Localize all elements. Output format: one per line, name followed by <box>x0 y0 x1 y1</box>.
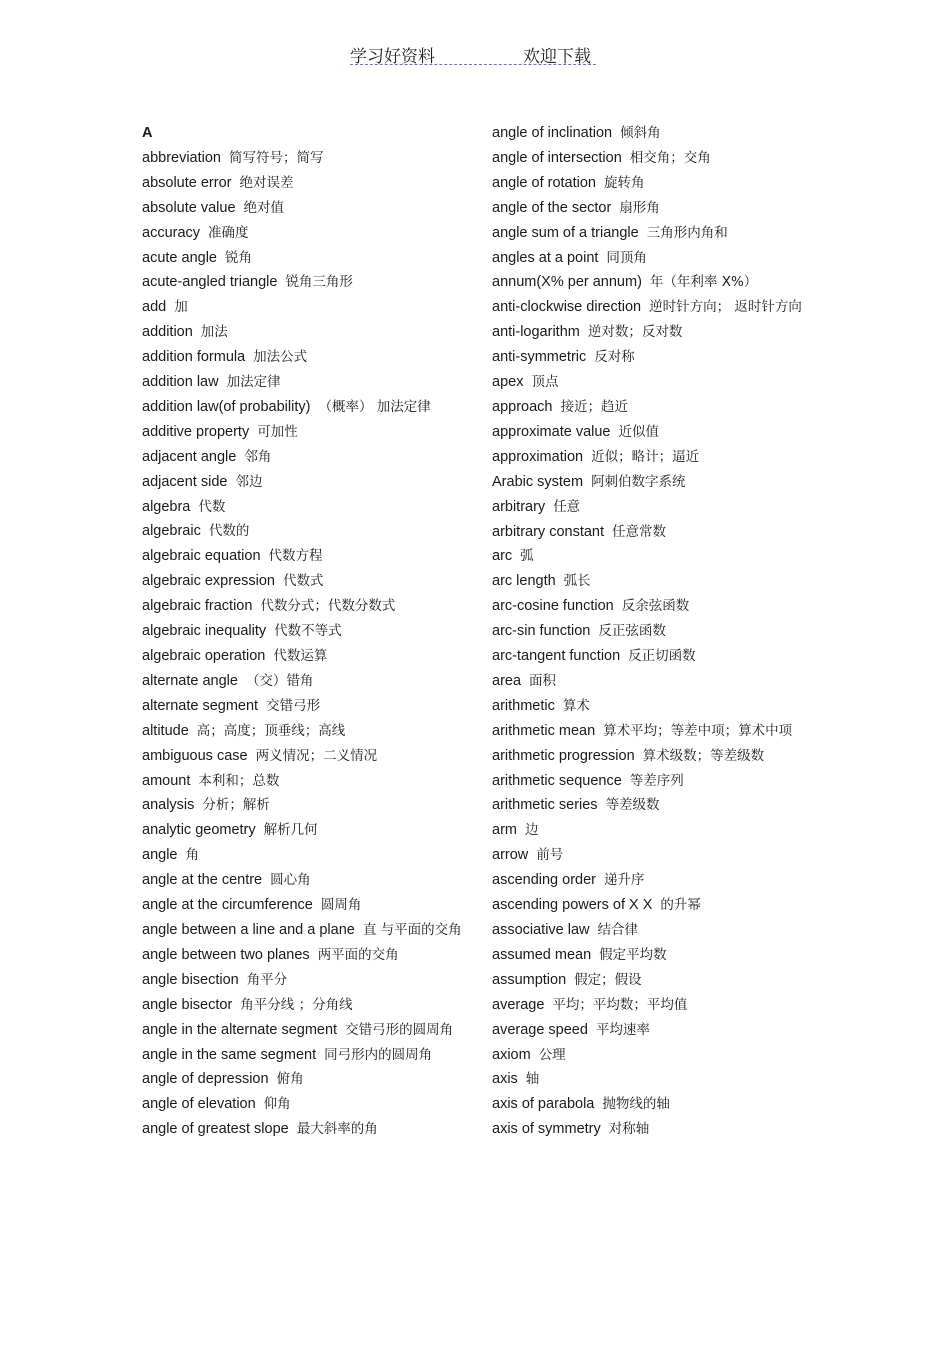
glossary-entry <box>142 843 462 868</box>
glossary-definition: 加法公式 <box>253 349 308 366</box>
glossary-entry <box>142 594 462 619</box>
glossary-entry <box>492 171 812 196</box>
glossary-definition: （交）错角 <box>245 672 314 689</box>
glossary-entry <box>492 968 812 993</box>
glossary-definition: 近似值 <box>618 423 659 440</box>
glossary-definition: 平均速率 <box>595 1021 650 1038</box>
glossary-entry <box>492 769 812 794</box>
glossary-term: arithmetic series <box>492 797 598 814</box>
glossary-definition: 算术平均；等差中项；算术中项 <box>603 722 793 739</box>
glossary-definition: 任意常数 <box>612 523 667 540</box>
glossary-term: ascending powers of X X <box>492 897 653 914</box>
glossary-definition: 接近；趋近 <box>560 398 628 415</box>
glossary-definition: 代数 <box>198 498 226 515</box>
glossary-entry <box>492 395 812 420</box>
glossary-entry <box>492 619 812 644</box>
glossary-entry <box>142 171 462 196</box>
glossary-entry <box>492 121 812 146</box>
glossary-entry <box>142 246 462 271</box>
glossary-definition: 同弓形内的圆周角 <box>324 1046 433 1063</box>
glossary-entry <box>492 320 812 345</box>
header-right-text: 欢迎下载 <box>523 47 591 67</box>
glossary-definition: 同顶角 <box>606 249 647 266</box>
glossary-definition: 递升序 <box>604 872 645 889</box>
glossary-entry <box>142 769 462 794</box>
glossary-term: angle of rotation <box>492 174 596 191</box>
glossary-definition: 对称轴 <box>608 1121 650 1138</box>
glossary-definition: 锐角三角形 <box>285 274 353 291</box>
glossary-entry <box>142 320 462 345</box>
glossary-term: arithmetic progression <box>492 747 635 764</box>
glossary-definition: 代数运算 <box>273 648 328 665</box>
glossary-entry <box>492 719 812 744</box>
glossary-term: accuracy <box>142 224 201 241</box>
section-letter: A <box>142 125 153 141</box>
glossary-term: anti-logarithm <box>492 324 580 341</box>
glossary-term: algebraic operation <box>142 648 266 665</box>
glossary-term: ascending order <box>492 872 596 889</box>
glossary-term: arc length <box>492 573 556 590</box>
glossary-definition: 准确度 <box>208 224 249 241</box>
glossary-definition: 三角形内角和 <box>646 224 728 241</box>
glossary-entry <box>492 868 812 893</box>
glossary-definition: 算术级数；等差级数 <box>642 747 765 764</box>
glossary-definition: 锐角 <box>224 249 252 266</box>
glossary-definition: 弧 <box>520 548 534 565</box>
glossary-entry <box>142 345 462 370</box>
glossary-definition: 高；高度；顶垂线；高线 <box>196 722 346 739</box>
glossary-term: angle of depression <box>142 1071 269 1088</box>
glossary-entry <box>142 1117 462 1142</box>
glossary-entry <box>142 818 462 843</box>
glossary-term: ambiguous case <box>142 747 248 764</box>
glossary-entry <box>492 196 812 221</box>
glossary-definition: 圆心角 <box>270 872 311 889</box>
glossary-entry <box>492 470 812 495</box>
glossary-term: apex <box>492 374 524 391</box>
glossary-term: arithmetic mean <box>492 722 596 739</box>
glossary-term: angle at the circumference <box>142 897 313 914</box>
glossary-term: average <box>492 996 545 1013</box>
glossary-term: anti-symmetric <box>492 349 587 366</box>
glossary-entry <box>142 993 462 1018</box>
glossary-term: addition law(of probability) <box>142 398 311 415</box>
glossary-entry <box>492 818 812 843</box>
glossary-entry <box>142 395 462 420</box>
glossary-definition: 年（年利率 X%） <box>649 274 758 291</box>
header-dashed-rule <box>350 64 596 65</box>
glossary-term: angle <box>142 847 178 864</box>
glossary-term: axis of symmetry <box>492 1121 601 1138</box>
glossary-term: acute angle <box>142 249 217 266</box>
glossary-term: absolute value <box>142 199 236 216</box>
glossary-term: arrow <box>492 847 529 864</box>
glossary-definition: 倾斜角 <box>620 125 661 141</box>
glossary-term: angle of the sector <box>492 199 612 216</box>
glossary-term: axiom <box>492 1046 531 1063</box>
glossary-term: analytic geometry <box>142 822 256 839</box>
glossary-entry <box>142 893 462 918</box>
glossary-term: addition <box>142 324 193 341</box>
glossary-definition: 前号 <box>536 847 564 864</box>
glossary-term: adjacent angle <box>142 448 237 465</box>
glossary-definition: 最大斜率的角 <box>296 1121 378 1138</box>
glossary-entry <box>492 495 812 520</box>
glossary-definition: 两义情况；二义情况 <box>255 747 378 764</box>
glossary-term: angle bisector <box>142 996 233 1013</box>
glossary-definition: 公理 <box>538 1046 566 1063</box>
glossary-definition: 本利和；总数 <box>198 772 280 789</box>
glossary-term: approximate value <box>492 423 611 440</box>
glossary-definition: 邻角 <box>244 448 272 465</box>
glossary-term: angle sum of a triangle <box>492 224 639 241</box>
glossary-term: algebraic <box>142 523 201 540</box>
glossary-definition: 代数分式；代数分数式 <box>260 598 396 615</box>
glossary-term: addition formula <box>142 349 246 366</box>
glossary-definition: 仰角 <box>263 1096 291 1113</box>
glossary-definition: 结合律 <box>597 922 639 938</box>
glossary-definition: 平均；平均数；平均值 <box>552 996 688 1013</box>
glossary-entry <box>142 943 462 968</box>
glossary-entry <box>142 619 462 644</box>
right-glossary-column <box>492 121 812 1142</box>
glossary-term: acute-angled triangle <box>142 274 278 291</box>
glossary-definition: 解析几何 <box>263 822 318 839</box>
glossary-entry <box>492 744 812 769</box>
glossary-entry <box>142 495 462 520</box>
glossary-entry <box>142 295 462 320</box>
glossary-term: axis of parabola <box>492 1096 595 1113</box>
glossary-term: alternate segment <box>142 697 259 714</box>
glossary-definition: 反正切函数 <box>628 648 696 665</box>
glossary-term: analysis <box>142 797 195 814</box>
glossary-definition: 反对称 <box>594 349 635 366</box>
glossary-entry <box>492 445 812 470</box>
glossary-entry <box>492 694 812 719</box>
glossary-definition: 反余弦函数 <box>621 598 690 615</box>
glossary-definition: 任意 <box>553 498 581 515</box>
glossary-definition: 代数方程 <box>268 548 323 565</box>
glossary-term: annum(X% per annum) <box>492 274 642 291</box>
glossary-term: angles at a point <box>492 249 599 266</box>
glossary-entry <box>492 644 812 669</box>
glossary-entry <box>142 146 462 171</box>
glossary-entry <box>492 146 812 171</box>
glossary-entry <box>142 1043 462 1068</box>
glossary-term: arc-sin function <box>492 623 591 640</box>
glossary-term: additive property <box>142 423 250 440</box>
glossary-term: algebraic expression <box>142 573 275 590</box>
glossary-entry <box>492 420 812 445</box>
glossary-definition: 弧长 <box>563 573 591 590</box>
glossary-definition: （概率） 加法定律 <box>318 398 431 415</box>
glossary-term: arm <box>492 822 517 839</box>
glossary-entry <box>142 719 462 744</box>
glossary-term: assumption <box>492 971 567 988</box>
glossary-term: approximation <box>492 448 584 465</box>
glossary-term: algebra <box>142 498 191 515</box>
glossary-term: absolute error <box>142 174 232 191</box>
glossary-definition: 角 <box>185 847 199 864</box>
glossary-entry <box>492 669 812 694</box>
glossary-definition: 相交角；交角 <box>629 149 711 166</box>
glossary-term: arithmetic <box>492 697 555 714</box>
glossary-definition: 绝对误差 <box>239 174 294 191</box>
glossary-definition: 绝对值 <box>243 199 285 216</box>
glossary-definition: 阿刺伯数字系统 <box>591 473 686 490</box>
glossary-definition: 轴 <box>525 1071 540 1088</box>
glossary-definition: 等差级数 <box>605 797 660 814</box>
glossary-definition: 近似；略计；逼近 <box>591 448 700 465</box>
glossary-definition: 逆时针方向； 返时针方向 <box>649 299 802 316</box>
glossary-entry <box>492 843 812 868</box>
glossary-term: area <box>492 672 522 689</box>
glossary-term: angle of intersection <box>492 149 622 166</box>
glossary-entry <box>492 918 812 943</box>
glossary-entry <box>142 918 462 943</box>
glossary-definition: 反正弦函数 <box>598 623 666 640</box>
glossary-term: algebraic inequality <box>142 623 267 640</box>
glossary-term: arc <box>492 548 513 565</box>
glossary-entry <box>142 569 462 594</box>
glossary-entry <box>492 345 812 370</box>
glossary-definition: 圆周角 <box>320 897 362 914</box>
glossary-definition: 角平分 <box>246 971 288 988</box>
glossary-definition: 简写符号；简写 <box>229 149 324 166</box>
glossary-entry <box>142 470 462 495</box>
glossary-entry <box>492 1043 812 1068</box>
glossary-term: arbitrary <box>492 498 546 515</box>
glossary-term: associative law <box>492 922 590 938</box>
glossary-entry <box>142 1092 462 1117</box>
glossary-entry <box>142 519 462 544</box>
glossary-definition: 逆对数；反对数 <box>587 324 683 341</box>
glossary-term: angle of inclination <box>492 125 613 141</box>
glossary-entry <box>492 594 812 619</box>
glossary-entry <box>142 744 462 769</box>
glossary-entry <box>492 1117 812 1142</box>
glossary-entry <box>142 445 462 470</box>
left-glossary-column <box>142 121 462 1142</box>
glossary-entry <box>142 669 462 694</box>
glossary-entry <box>492 993 812 1018</box>
glossary-term: assumed mean <box>492 946 592 963</box>
glossary-entry <box>492 569 812 594</box>
glossary-term: approach <box>492 398 553 415</box>
glossary-entry <box>142 221 462 246</box>
glossary-term: algebraic fraction <box>142 598 253 615</box>
glossary-definition: 假定平均数 <box>599 946 667 963</box>
glossary-definition: 交错弓形的圆周角 <box>345 1021 454 1038</box>
glossary-entry <box>142 420 462 445</box>
glossary-term: adjacent side <box>142 473 228 490</box>
glossary-definition: 加 <box>174 299 188 316</box>
glossary-entry <box>142 370 462 395</box>
glossary-entry <box>492 370 812 395</box>
glossary-definition: 角平分线 ；分角线 <box>240 996 353 1013</box>
glossary-entry <box>142 196 462 221</box>
glossary-entry <box>492 544 812 569</box>
glossary-definition: 的升幂 <box>660 897 701 914</box>
glossary-definition: 直 与平面的交角 <box>362 921 462 938</box>
glossary-entry <box>492 246 812 271</box>
page-header <box>0 40 950 70</box>
glossary-entry <box>492 893 812 918</box>
glossary-definition: 两平面的交角 <box>317 946 399 963</box>
glossary-term: arc-cosine function <box>492 598 614 615</box>
glossary-term: angle of elevation <box>142 1096 256 1113</box>
glossary-term: angle in the alternate segment <box>142 1021 338 1038</box>
glossary-term: angle bisection <box>142 971 239 988</box>
glossary-definition: 交错弓形 <box>266 697 321 714</box>
glossary-term: angle in the same segment <box>142 1046 317 1063</box>
glossary-definition: 算术 <box>562 697 590 714</box>
glossary-definition: 面积 <box>529 672 557 689</box>
glossary-entry <box>142 968 462 993</box>
glossary-term: abbreviation <box>142 149 221 166</box>
glossary-term: angle between two planes <box>142 946 310 963</box>
glossary-entry <box>142 544 462 569</box>
glossary-definition: 加法 <box>200 324 228 341</box>
glossary-entry <box>492 793 812 818</box>
glossary-term: axis <box>492 1071 518 1088</box>
glossary-term: add <box>142 299 167 316</box>
glossary-term: arbitrary constant <box>492 523 605 540</box>
glossary-definition: 加法定律 <box>226 374 281 391</box>
glossary-term: amount <box>142 772 191 789</box>
glossary-entry <box>142 694 462 719</box>
glossary-term: angle at the centre <box>142 872 263 889</box>
glossary-entry <box>492 295 812 320</box>
glossary-definition: 邻边 <box>235 473 263 490</box>
glossary-term: algebraic equation <box>142 548 261 565</box>
glossary-definition: 俯角 <box>276 1071 304 1088</box>
glossary-definition: 代数不等式 <box>274 623 342 640</box>
glossary-definition: 顶点 <box>531 374 559 391</box>
glossary-definition: 旋转角 <box>604 174 645 191</box>
glossary-term: alternate angle <box>142 672 238 689</box>
glossary-entry <box>492 943 812 968</box>
glossary-term: angle between a line and a plane <box>142 921 355 938</box>
glossary-entry <box>142 1067 462 1092</box>
glossary-entry <box>492 221 812 246</box>
glossary-entry <box>142 868 462 893</box>
glossary-term: arc-tangent function <box>492 648 621 665</box>
glossary-entry <box>142 1018 462 1043</box>
glossary-term: anti-clockwise direction <box>492 299 642 316</box>
glossary-entry <box>492 270 812 295</box>
header-left-text: 学习好资料 <box>350 47 435 67</box>
glossary-definition: 可加性 <box>257 423 298 440</box>
glossary-term: addition law <box>142 374 219 391</box>
glossary-entry <box>492 1092 812 1117</box>
glossary-entry <box>492 1018 812 1043</box>
glossary-entry <box>492 1067 812 1092</box>
glossary-term: angle of greatest slope <box>142 1121 289 1138</box>
glossary-entry <box>492 520 812 545</box>
glossary-entry <box>142 270 462 295</box>
glossary-definition: 代数的 <box>208 523 250 540</box>
glossary-term: arithmetic sequence <box>492 772 622 789</box>
glossary-definition: 等差序列 <box>629 772 684 789</box>
glossary-term: altitude <box>142 722 189 739</box>
glossary-term: Arabic system <box>492 473 584 490</box>
glossary-definition: 边 <box>524 822 539 839</box>
glossary-entry <box>142 644 462 669</box>
glossary-definition: 抛物线的轴 <box>602 1096 670 1113</box>
glossary-definition: 假定；假设 <box>574 971 642 988</box>
glossary-term: average speed <box>492 1021 588 1038</box>
glossary-entry <box>142 793 462 818</box>
glossary-definition: 分析；解析 <box>202 797 270 814</box>
glossary-definition: 代数式 <box>283 573 324 590</box>
glossary-definition: 扇形角 <box>619 199 660 216</box>
